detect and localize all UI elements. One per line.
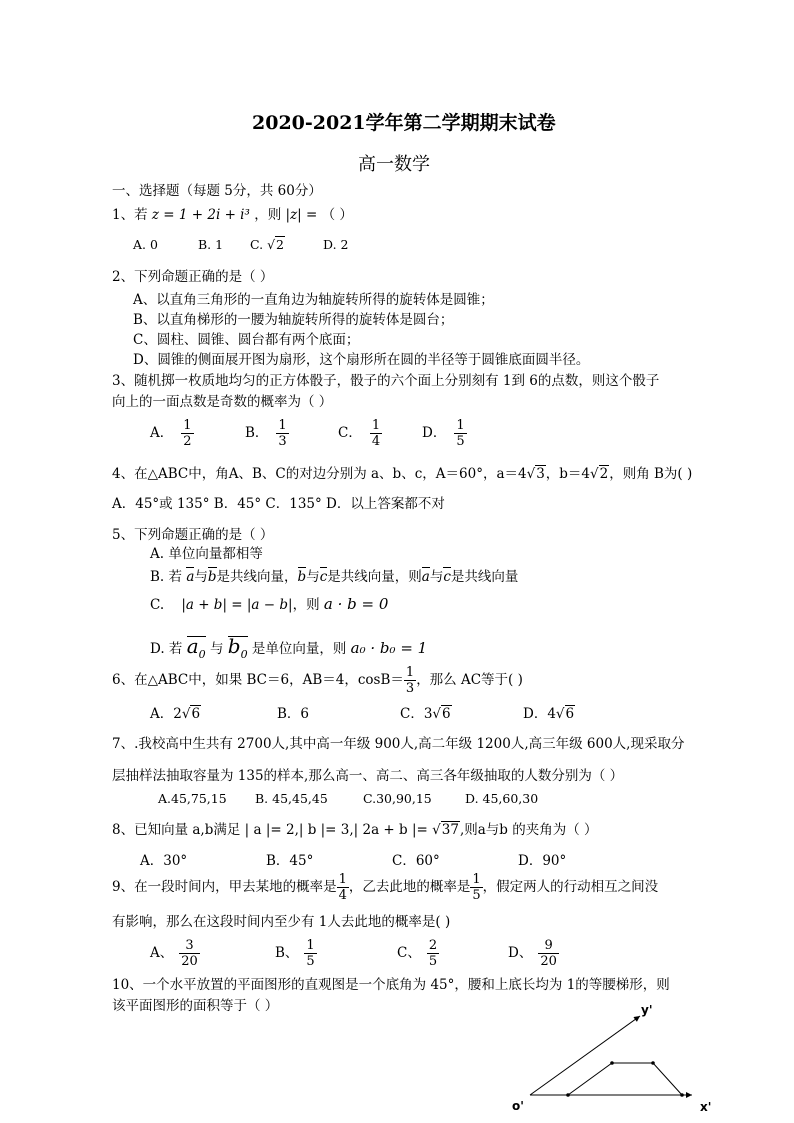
question-7-line1: 7、.我校高中生共有 2700人,其中高一年级 900人,高二年级 1200人,高三年级 600人,现采取分 bbox=[112, 736, 685, 752]
q2-option-b: B、以直角梯形的一腰为轴旋转所得的旋转体是圆台； bbox=[133, 312, 454, 328]
question-6: 6、在△ABC中，如果 BC＝6，AB＝4，cosB＝ $\frac{1}{3}$ ，那么 AC等于( ) bbox=[112, 665, 523, 696]
q5-option-c: C. |a + b| = |a − b|，则 a · b = 0 bbox=[150, 595, 389, 613]
q8-option-d: D．90° bbox=[518, 853, 567, 869]
question-10-line1: 10、一个水平放置的平面图形的直观图是一个底角为 45°，腰和上底长均为 1的等腰梯形，则 bbox=[112, 977, 670, 993]
q1-option-b: B. 1 bbox=[198, 237, 224, 252]
q6-option-d: D．4√6 bbox=[523, 706, 575, 722]
q3-option-b: B． $\frac{1}{3}$ bbox=[245, 418, 287, 449]
trapezoid-shape bbox=[568, 1063, 682, 1095]
trapezoid-figure bbox=[500, 1000, 730, 1118]
q7-option-b: B. 45,45,45 bbox=[255, 791, 328, 806]
q1-option-d: D. 2 bbox=[323, 237, 349, 252]
q4-options: A．45°或 135° B．45° C．135° D．以上答案都不对 bbox=[112, 496, 445, 512]
question-3-line1: 3、随机掷一枚质地均匀的正方体骰子，骰子的六个面上分别刻有 1到 6的点数，则这个骰子 bbox=[112, 373, 660, 389]
q8-option-a: A．30° bbox=[140, 853, 188, 869]
q7-option-c: C.30,90,15 bbox=[363, 791, 432, 806]
q3-option-a: A． $\frac{1}{2}$ bbox=[150, 418, 192, 449]
q3-option-c: C． $\frac{1}{4}$ bbox=[338, 418, 381, 449]
q5-option-a: A. 单位向量都相等 bbox=[150, 546, 263, 562]
exam-subject: 高一数学 bbox=[358, 154, 430, 175]
q9-option-b: B、 $\frac{1}{5}$ bbox=[275, 938, 315, 969]
question-2: 2、下列命题正确的是（ ） bbox=[112, 269, 274, 285]
exam-title: 2020-2021学年第二学期期末试卷 bbox=[252, 112, 556, 134]
q2-option-c: C、圆柱、圆锥、圆台都有两个底面； bbox=[133, 332, 360, 348]
q6-option-b: B．6 bbox=[277, 706, 310, 722]
label-y-prime: y' bbox=[641, 1003, 653, 1017]
q9-option-c: C、 $\frac{2}{5}$ bbox=[397, 938, 438, 969]
q3-option-d: D． $\frac{1}{5}$ bbox=[422, 418, 465, 449]
question-9-line1: 9、在一段时间内，甲去某地的概率是 $\frac{1}{4}$ ，乙去此地的概率是 $\frac{1}{5}$ ，假定两人的行动相互之间没 bbox=[112, 872, 659, 903]
q2-option-a: A、以直角三角形的一直角边为轴旋转所得的旋转体是圆锥； bbox=[133, 292, 494, 308]
question-8: 8、已知向量 a,b满足 | a |= 2,| b |= 3,| 2a + b |= √37,则a与b 的夹角为（ ） bbox=[112, 822, 598, 838]
label-o-prime: o' bbox=[512, 1099, 524, 1113]
q2-option-d: D、圆锥的侧面展开图为扇形，这个扇形所在圆的半径等于圆锥底面圆半径。 bbox=[133, 352, 590, 368]
q5-option-d: D. 若 $a_0$ 与 $b_0$ 是单位向量，则 a₀ · b₀ = 1 bbox=[150, 637, 427, 664]
q9-option-d: D、 $\frac{9}{20}$ bbox=[508, 938, 557, 969]
q8-option-b: B．45° bbox=[266, 853, 314, 869]
question-10-line2: 该平面图形的面积等于（ ） bbox=[112, 998, 279, 1014]
q1-option-a: A. 0 bbox=[133, 237, 158, 252]
question-3-line2: 向上的一面点数是奇数的概率为（ ） bbox=[112, 394, 333, 410]
question-9-line2: 有影响，那么在这段时间内至少有 1人去此地的概率是( ) bbox=[112, 914, 451, 930]
q5-option-b: B. 若 a与b是共线向量，b与c是共线向量，则a与c是共线向量 bbox=[150, 569, 519, 585]
q7-option-a: A.45,75,15 bbox=[158, 791, 227, 806]
label-x-prime: x' bbox=[700, 1100, 712, 1114]
q6-option-a: A．2√6 bbox=[150, 706, 201, 722]
q8-option-c: C．60° bbox=[392, 853, 440, 869]
question-7-line2: 层抽样法抽取容量为 135的样本,那么高一、高二、高三各年级抽取的人数分别为（ ） bbox=[112, 768, 624, 784]
q6-option-c: C．3√6 bbox=[400, 706, 451, 722]
q7-option-d: D. 45,60,30 bbox=[465, 791, 539, 806]
question-5: 5、下列命题正确的是（ ） bbox=[112, 527, 274, 543]
q9-option-a: A、 $\frac{3}{20}$ bbox=[150, 938, 198, 969]
q1-option-c: C. √2 bbox=[250, 237, 284, 252]
section-heading: 一、选择题（每题 5分，共 60分） bbox=[112, 183, 322, 199]
question-4: 4、在△ABC中，角A、B、C的对边分别为 a、b、c，A＝60°，a＝4√3，b＝4√2，则角 B为( ) bbox=[112, 466, 693, 482]
question-1: 1、若 z = 1 + 2i + i³ ，则 |z| = （ ） bbox=[112, 207, 353, 223]
